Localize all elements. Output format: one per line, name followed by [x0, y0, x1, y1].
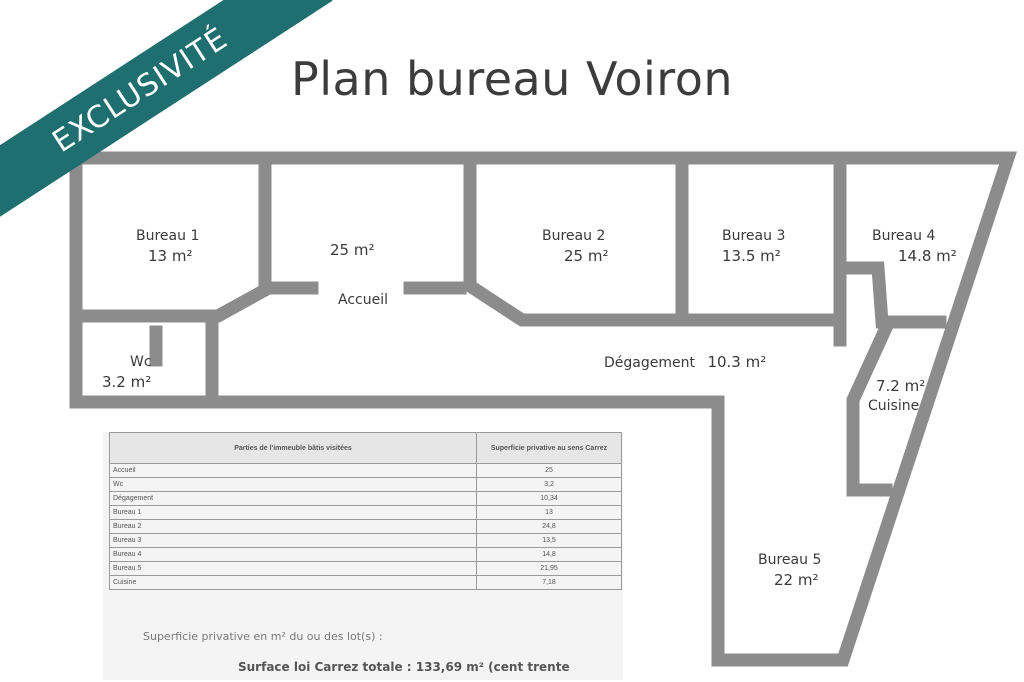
row-surface: 7,18	[477, 576, 622, 590]
header-surface: Superficie privative au sens Carrez	[477, 433, 622, 464]
room-name: Wc	[130, 354, 152, 370]
room-name: Bureau 3	[722, 228, 786, 244]
table-row	[110, 464, 622, 478]
room-area: 25 m²	[564, 247, 609, 265]
row-room: Bureau 2	[110, 520, 477, 534]
exclusivity-banner: EXCLUSIVITÉ	[0, 0, 332, 230]
room-area: 13 m²	[148, 247, 193, 265]
table-row	[110, 534, 622, 548]
table-row	[110, 478, 622, 492]
surface-table-panel	[103, 432, 623, 680]
row-surface: 25	[477, 464, 622, 478]
table-row	[110, 548, 622, 562]
room-name: Bureau 1	[136, 228, 200, 244]
surface-note: Superficie privative en m² du ou des lot(s) :	[143, 630, 383, 643]
row-surface: 21,95	[477, 562, 622, 576]
room-bureau-2	[542, 226, 608, 266]
row-room: Wc	[110, 478, 477, 492]
table-row	[110, 520, 622, 534]
row-room: Dégagement	[110, 492, 477, 506]
row-surface: 24,8	[477, 520, 622, 534]
room-degagement	[604, 352, 766, 373]
wall-bureau1	[210, 158, 265, 316]
header-rooms: Parties de l'immeuble bâtis visitées	[110, 433, 477, 464]
row-surface: 13,5	[477, 534, 622, 548]
row-room: Bureau 4	[110, 548, 477, 562]
room-area: 7.2 m²	[876, 377, 926, 395]
room-accueil-area	[330, 240, 374, 260]
surface-total: Surface loi Carrez totale : 133,69 m² (cent trente	[238, 660, 570, 674]
table-row	[110, 492, 622, 506]
room-area: 3.2 m²	[102, 373, 152, 391]
room-name: Cuisine	[868, 398, 920, 414]
room-bureau-1	[136, 226, 199, 266]
room-name: Bureau 5	[758, 552, 822, 568]
surface-table	[109, 432, 622, 590]
room-area: 25 m²	[330, 241, 375, 259]
row-surface: 10,34	[477, 492, 622, 506]
room-name: Bureau 4	[872, 228, 936, 244]
room-name: Accueil	[338, 292, 388, 308]
row-surface: 3,2	[477, 478, 622, 492]
table-header-row	[110, 433, 622, 464]
row-room: Bureau 5	[110, 562, 477, 576]
page-title: Plan bureau Voiron	[290, 52, 734, 106]
room-area: 10.3 m²	[707, 353, 767, 371]
row-room: Bureau 1	[110, 506, 477, 520]
row-room: Bureau 3	[110, 534, 477, 548]
room-wc	[102, 352, 152, 392]
room-name: Dégagement	[604, 355, 695, 371]
row-surface: 13	[477, 506, 622, 520]
room-cuisine	[868, 376, 925, 416]
room-accueil	[338, 290, 388, 310]
room-area: 13.5 m²	[722, 247, 781, 265]
table-row	[110, 576, 622, 590]
table-row	[110, 562, 622, 576]
room-area: 22 m²	[774, 571, 819, 589]
row-surface: 14,8	[477, 548, 622, 562]
room-bureau-4	[872, 226, 957, 266]
room-bureau-3	[722, 226, 785, 266]
wall-bureau4	[846, 268, 940, 322]
row-room: Accueil	[110, 464, 477, 478]
room-bureau-5	[758, 550, 821, 590]
room-name: Bureau 2	[542, 228, 606, 244]
room-area: 14.8 m²	[898, 247, 957, 265]
row-room: Cuisine	[110, 576, 477, 590]
table-row	[110, 506, 622, 520]
